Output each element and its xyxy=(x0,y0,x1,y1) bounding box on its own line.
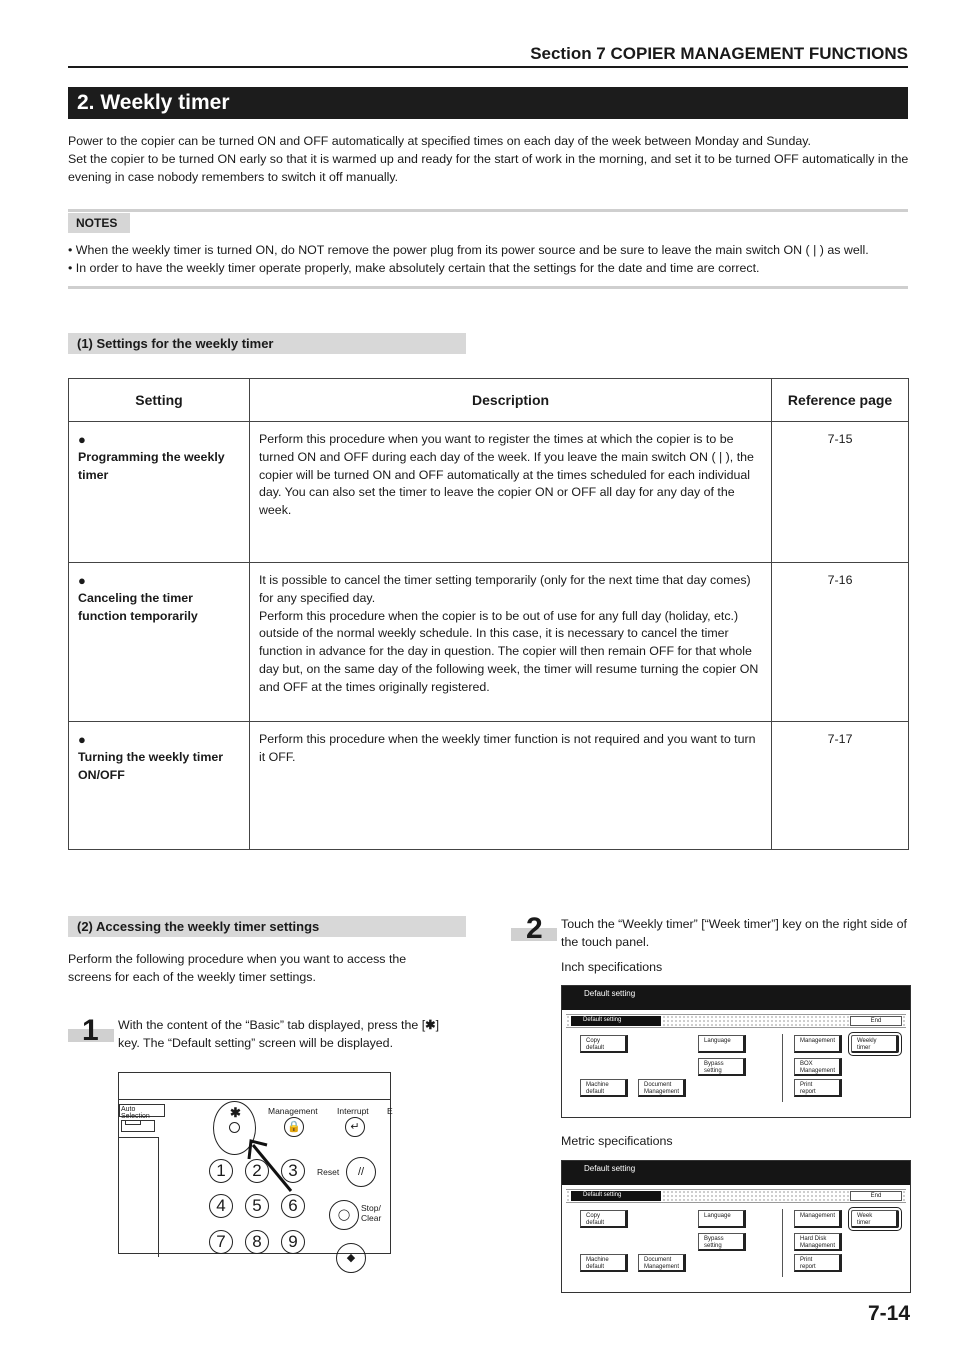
panel-band-label: Default setting xyxy=(571,1016,661,1026)
copy-default-button[interactable]: Copy default xyxy=(580,1035,628,1053)
interrupt-icon: ↵ xyxy=(350,1121,360,1133)
step-2-text: Touch the “Weekly timer” [“Week timer”] key on the right side of the touch panel. xyxy=(561,917,907,949)
description-cell: Perform this procedure when the weekly timer function is not required and you want to turn it OFF. xyxy=(249,722,771,850)
inch-spec-label: Inch specifications xyxy=(561,960,663,974)
setting-name: Turning the weekly timer ON/OFF xyxy=(78,749,224,782)
edge-label: E xyxy=(387,1106,393,1116)
access-heading: (2) Accessing the weekly timer settings xyxy=(68,916,466,937)
notes-list xyxy=(68,241,913,277)
reference-cell: 7-15 xyxy=(772,422,909,563)
machine-default-button[interactable]: Machine default xyxy=(580,1254,628,1272)
number-key-9[interactable]: 9 xyxy=(281,1230,305,1254)
reset-key[interactable] xyxy=(346,1157,376,1187)
interrupt-key[interactable] xyxy=(345,1117,365,1137)
management-lock-key[interactable] xyxy=(284,1117,304,1137)
reset-label: Reset xyxy=(317,1167,340,1177)
document-management-button[interactable]: Document Management xyxy=(638,1254,686,1272)
step-1-text-b: ] key. The “Default setting” screen will be displayed. xyxy=(118,1018,440,1050)
access-intro: Perform the following procedure when you want to access the screens for each of the weekly timer settings. xyxy=(68,952,407,984)
number-key-5[interactable]: 5 xyxy=(245,1194,269,1218)
bullet-icon: ● xyxy=(78,432,86,447)
star-key-led xyxy=(229,1122,240,1133)
section-rule xyxy=(68,66,908,68)
panel-title: Default setting xyxy=(562,986,910,1010)
metric-touch-panel xyxy=(561,1160,911,1293)
panel-edge xyxy=(119,1099,390,1100)
section-header: Section 7 COPIER MANAGEMENT FUNCTIONS xyxy=(530,44,908,63)
bypass-setting-button[interactable]: Bypass setting xyxy=(698,1058,746,1076)
language-button[interactable]: Language xyxy=(698,1210,746,1228)
side-panel xyxy=(119,1137,159,1257)
page-title: 2. Weekly timer xyxy=(68,87,908,119)
step-1-number: 1 xyxy=(82,1014,99,1047)
language-button[interactable]: Language xyxy=(698,1035,746,1053)
setting-cell xyxy=(69,722,250,850)
lock-icon: 🔒 xyxy=(287,1121,301,1133)
notes-top-rule xyxy=(68,209,908,212)
setting-name: Programming the weekly timer xyxy=(78,449,225,482)
settings-heading: (1) Settings for the weekly timer xyxy=(68,333,466,354)
metric-spec-label: Metric specifications xyxy=(561,1134,673,1148)
table-header-row xyxy=(69,379,909,422)
auto-selection-key[interactable]: Auto Selection xyxy=(119,1104,165,1117)
stop-clear-key[interactable] xyxy=(329,1200,359,1230)
number-key-8[interactable]: 8 xyxy=(245,1230,269,1254)
panel-divider xyxy=(782,1209,783,1277)
stop-clear-icon: ◯ xyxy=(337,1209,351,1221)
star-key[interactable]: ✱ xyxy=(230,1105,241,1120)
end-button[interactable]: End xyxy=(850,1016,902,1026)
management-button[interactable]: Management xyxy=(794,1035,842,1053)
number-key-2[interactable]: 2 xyxy=(245,1159,269,1183)
end-button[interactable]: End xyxy=(850,1191,902,1201)
intro-text xyxy=(68,132,913,186)
header-setting: Setting xyxy=(69,379,250,422)
reference-cell: 7-16 xyxy=(772,563,909,722)
document-management-button[interactable]: Document Management xyxy=(638,1079,686,1097)
panel-divider xyxy=(782,1034,783,1102)
number-key-6[interactable]: 6 xyxy=(281,1194,305,1218)
panel-band-label: Default setting xyxy=(571,1191,661,1201)
table-row xyxy=(69,722,909,850)
setting-cell xyxy=(69,422,250,563)
step-1-text-a: With the content of the “Basic” tab displayed, press the [ xyxy=(118,1018,426,1032)
stop-clear-label: Stop/ Clear xyxy=(361,1203,382,1223)
step-1-text xyxy=(118,1016,463,1052)
notes-bottom-rule xyxy=(68,286,908,289)
table-row xyxy=(69,422,909,563)
header-reference: Reference page xyxy=(772,379,909,422)
description-cell: It is possible to cancel the timer setting temporarily (only for the next time that day comes) for any specified day. Perform this procedure when the copier is to be out of use for any full day (holiday, etc.) outside of the normal weekly schedule. In this case, it is necessary to cancel the timer function in advance for the day in question. The copier will then remain OFF for that whole day but, on the same day of the following week, the timer will resume turning the copier ON and OFF at the times originally registered. xyxy=(249,563,771,722)
copy-default-button[interactable]: Copy default xyxy=(580,1210,628,1228)
bullet-icon: ● xyxy=(78,732,86,747)
setting-cell xyxy=(69,563,250,722)
number-key-7[interactable]: 7 xyxy=(209,1230,233,1254)
print-report-button[interactable]: Print report xyxy=(794,1254,842,1272)
week-timer-button[interactable]: Week timer xyxy=(851,1210,899,1228)
keypad-illustration xyxy=(118,1072,393,1264)
box-management-button[interactable]: BOX Management xyxy=(794,1058,842,1076)
step-2-number: 2 xyxy=(526,912,543,945)
hard-disk-management-button[interactable]: Hard Disk Management xyxy=(794,1233,842,1251)
setting-name: Canceling the timer function temporarily xyxy=(78,590,198,623)
note-item: • When the weekly timer is turned ON, do NOT remove the power plug from its power source and be sure to leave the main switch ON ( | ) as well. xyxy=(68,243,869,257)
header-description: Description xyxy=(249,379,771,422)
interrupt-label: Interrupt xyxy=(337,1106,369,1116)
settings-table xyxy=(68,378,909,850)
number-key-1[interactable]: 1 xyxy=(209,1159,233,1183)
panel-band xyxy=(566,1189,906,1203)
note-item: • In order to have the weekly timer operate properly, make absolutely certain that the settings for the date and time are correct. xyxy=(68,261,760,275)
star-key-icon: ✱ xyxy=(425,1018,436,1032)
reference-cell: 7-17 xyxy=(772,722,909,850)
start-key[interactable] xyxy=(336,1243,366,1273)
print-report-button[interactable]: Print report xyxy=(794,1079,842,1097)
management-button[interactable]: Management xyxy=(794,1210,842,1228)
bullet-icon: ● xyxy=(78,573,86,588)
table-row xyxy=(69,563,909,722)
intro-paragraph-2: Set the copier to be turned ON early so that it is warmed up and ready for the start of work in the morning, and set it to be turned OFF automatically in the evening in case nobody remembers to switch it off manually. xyxy=(68,152,909,184)
machine-default-button[interactable]: Machine default xyxy=(580,1079,628,1097)
inch-touch-panel xyxy=(561,985,911,1118)
auto-selection-indicator xyxy=(125,1120,141,1125)
panel-title: Default setting xyxy=(562,1161,910,1185)
page-number: 7-14 xyxy=(867,1302,910,1325)
number-key-4[interactable]: 4 xyxy=(209,1194,233,1218)
reset-icon: // xyxy=(357,1166,365,1178)
panel-band xyxy=(566,1014,906,1028)
weekly-timer-button[interactable]: Weekly timer xyxy=(851,1035,899,1053)
intro-paragraph-1: Power to the copier can be turned ON and OFF automatically at specified times on each day of the week between Monday and Sunday. xyxy=(68,134,811,148)
notes-label: NOTES xyxy=(68,213,130,233)
start-icon: ◆ xyxy=(346,1252,356,1264)
management-label: Management xyxy=(268,1106,318,1116)
number-key-3[interactable]: 3 xyxy=(281,1159,305,1183)
bypass-setting-button[interactable]: Bypass setting xyxy=(698,1233,746,1251)
description-cell: Perform this procedure when you want to register the times at which the copier is to be turned ON and OFF during each day of the week. If you leave the main switch ON ( | ), the copier will be turned ON and OFF automatically at the times scheduled for each individual day. You can also set the timer to leave the copier ON or OFF all day for any day of the week. xyxy=(249,422,771,563)
